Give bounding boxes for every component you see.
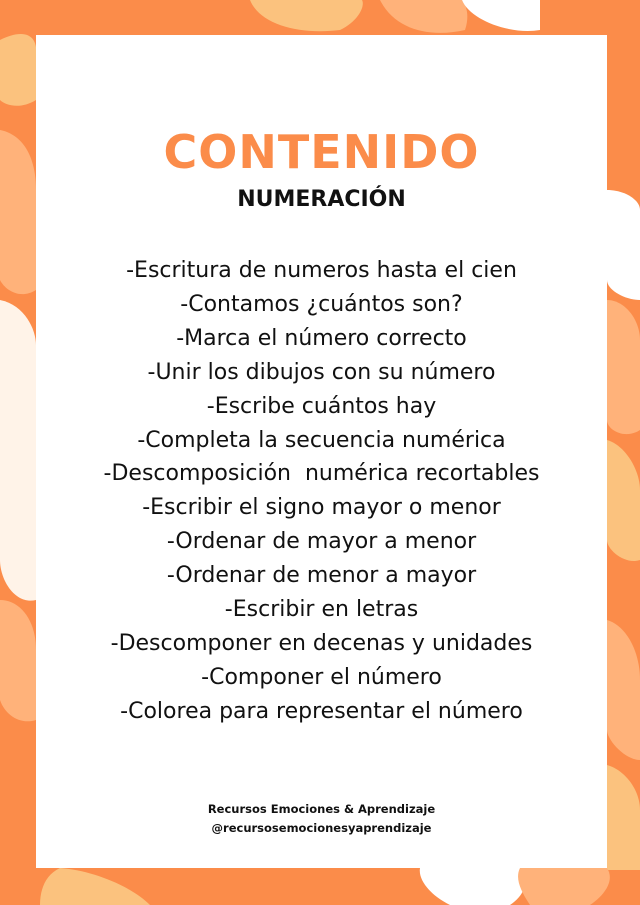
list-item: -Descomponer en decenas y unidades — [110, 630, 533, 656]
footer-handle: @recursosemocionesyaprendizaje — [211, 821, 432, 835]
section-heading: NUMERACIÓN — [237, 187, 406, 212]
footer-brand: Recursos Emociones & Aprendizaje — [207, 802, 436, 816]
blob-shape — [607, 300, 640, 434]
blob-shape — [607, 190, 640, 300]
page-title: CONTENIDO — [163, 125, 480, 179]
blob-shape — [518, 868, 610, 905]
footer — [36, 800, 607, 838]
list-item: -Escritura de numeros hasta el cien — [126, 258, 517, 283]
list-item: -Componer el número — [201, 664, 442, 690]
blob-shape — [0, 34, 37, 106]
list-item: -Unir los dibujos con su número — [147, 359, 496, 385]
list-item: -Completa la secuencia numérica — [137, 427, 506, 453]
blob-shape — [0, 300, 36, 601]
list-item: -Ordenar de mayor a menor — [166, 529, 477, 555]
list-item: -Escribir en letras — [224, 597, 419, 623]
list-item: -Descomposición numérica recortables — [103, 461, 540, 487]
list-item: -Marca el número correcto — [176, 325, 467, 351]
list-item: -Escribe cuántos hay — [206, 393, 437, 419]
list-item: -Escribir el signo mayor o menor — [142, 495, 501, 521]
content-list — [36, 254, 607, 729]
content-card — [36, 35, 607, 868]
list-item: -Ordenar de menor a mayor — [166, 563, 477, 589]
list-item: -Colorea para representar el número — [120, 698, 523, 724]
list-item: -Contamos ¿cuántos son? — [180, 291, 463, 317]
